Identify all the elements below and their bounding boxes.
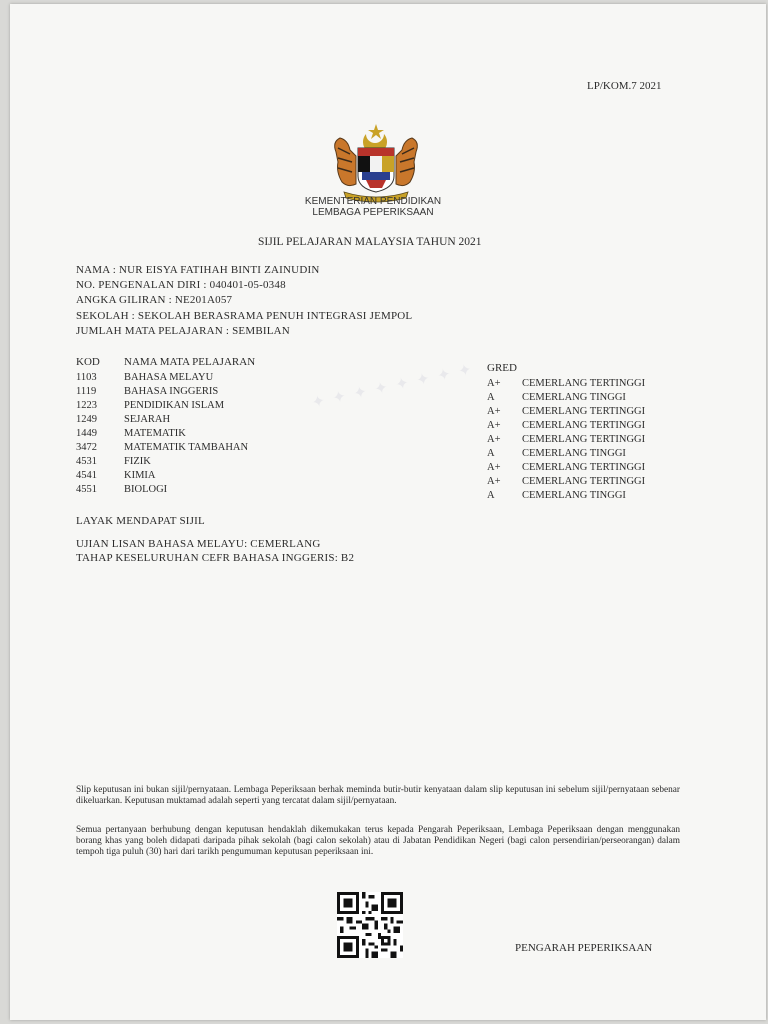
inquiry-note: Semua pertanyaan berhubung dengan keputusan hendaklah dikemukakan terus kepada Pengarah Peperiksaan, Lembaga Peperiksaan dengan menggunakan borang khas yang boleh didapati daripada pihak sekolah (bagi calon sekolah) atau di Jabatan Pendidikan Negeri (bagi calon persendirian/perseorangan) dalam tempoh tiga puluh (30) hari dari tarikh pengumuman keputusan peperiksaan ini.: [76, 825, 680, 857]
security-watermark: ✦ ✦ ✦ ✦ ✦ ✦ ✦ ✦: [310, 360, 476, 412]
oral-test-result: UJIAN LISAN BAHASA MELAYU: CEMERLANG: [76, 538, 321, 550]
coat-of-arms-icon: [326, 122, 426, 204]
row-grade-desc: CEMERLANG TERTINGGI: [522, 434, 646, 445]
certificate-title: SIJIL PELAJARAN MALAYSIA TAHUN 2021: [258, 236, 482, 248]
row-grade: A+: [487, 462, 501, 473]
candidate-index: ANGKA GILIRAN : NE201A057: [76, 294, 233, 306]
row-grade-desc: CEMERLANG TINGGI: [522, 448, 626, 459]
signatory-title: PENGARAH PEPERIKSAAN: [515, 942, 653, 954]
row-grade: A+: [487, 420, 501, 431]
candidate-ic: NO. PENGENALAN DIRI : 040401-05-0348: [76, 279, 286, 291]
subject-count: JUMLAH MATA PELAJARAN : SEMBILAN: [76, 325, 290, 337]
disclaimer-note: Slip keputusan ini bukan sijil/pernyataan. Lembaga Peperiksaan berhak meminda butir-butir kenyataan dalam slip keputusan ini sebelum sijil/pernyataan sebenar dikeluarkan. Keputusan muktamad adalah seperti yang tercatat dalam sijil/pernyataan.: [76, 785, 680, 806]
row-subject: SEJARAH: [124, 414, 171, 425]
row-grade-desc: CEMERLANG TERTINGGI: [522, 406, 646, 417]
qr-code-icon: [337, 892, 403, 958]
row-grade-desc: CEMERLANG TERTINGGI: [522, 462, 646, 473]
row-grade-desc: CEMERLANG TINGGI: [522, 392, 626, 403]
row-grade: A+: [487, 434, 501, 445]
ministry-name: [262, 196, 484, 218]
result-slip-page: [10, 4, 766, 1020]
row-grade-desc: CEMERLANG TERTINGGI: [522, 420, 646, 431]
row-code: 4531: [76, 456, 97, 467]
candidate-name: NAMA : NUR EISYA FATIHAH BINTI ZAINUDIN: [76, 264, 320, 276]
row-subject: FIZIK: [124, 456, 151, 467]
row-code: 4541: [76, 470, 97, 481]
cefr-level: TAHAP KESELURUHAN CEFR BAHASA INGGERIS: B2: [76, 552, 355, 564]
row-subject: PENDIDIKAN ISLAM: [124, 400, 225, 411]
row-grade: A: [487, 448, 495, 459]
row-subject: MATEMATIK: [124, 428, 186, 439]
row-grade: A+: [487, 406, 501, 417]
header-subject: NAMA MATA PELAJARAN: [124, 356, 256, 368]
row-subject: BIOLOGI: [124, 484, 168, 495]
row-code: 3472: [76, 442, 97, 453]
candidate-school: SEKOLAH : SEKOLAH BERASRAMA PENUH INTEGRASI JEMPOL: [76, 310, 413, 322]
row-subject: KIMIA: [124, 470, 156, 481]
row-subject: BAHASA MELAYU: [124, 372, 214, 383]
ministry-line-1: KEMENTERIAN PENDIDIKAN: [304, 196, 442, 207]
row-subject: BAHASA INGGERIS: [124, 386, 219, 397]
row-code: 1103: [76, 372, 97, 383]
header-code: KOD: [76, 356, 100, 368]
eligibility-status: LAYAK MENDAPAT SIJIL: [76, 515, 205, 527]
header-grade: GRED: [487, 362, 517, 374]
row-grade: A+: [487, 378, 501, 389]
row-code: 1249: [76, 414, 97, 425]
row-grade: A: [487, 490, 495, 501]
row-code: 1449: [76, 428, 97, 439]
row-code: 4551: [76, 484, 97, 495]
ministry-line-2: LEMBAGA PEPERIKSAAN: [312, 207, 434, 218]
row-grade-desc: CEMERLANG TINGGI: [522, 490, 626, 501]
row-grade: A+: [487, 476, 501, 487]
row-grade: A: [487, 392, 495, 403]
row-grade-desc: CEMERLANG TERTINGGI: [522, 378, 646, 389]
row-subject: MATEMATIK TAMBAHAN: [124, 442, 249, 453]
reference-code: LP/KOM.7 2021: [587, 80, 662, 92]
row-code: 1223: [76, 400, 97, 411]
row-grade-desc: CEMERLANG TERTINGGI: [522, 476, 646, 487]
row-code: 1119: [76, 386, 97, 397]
